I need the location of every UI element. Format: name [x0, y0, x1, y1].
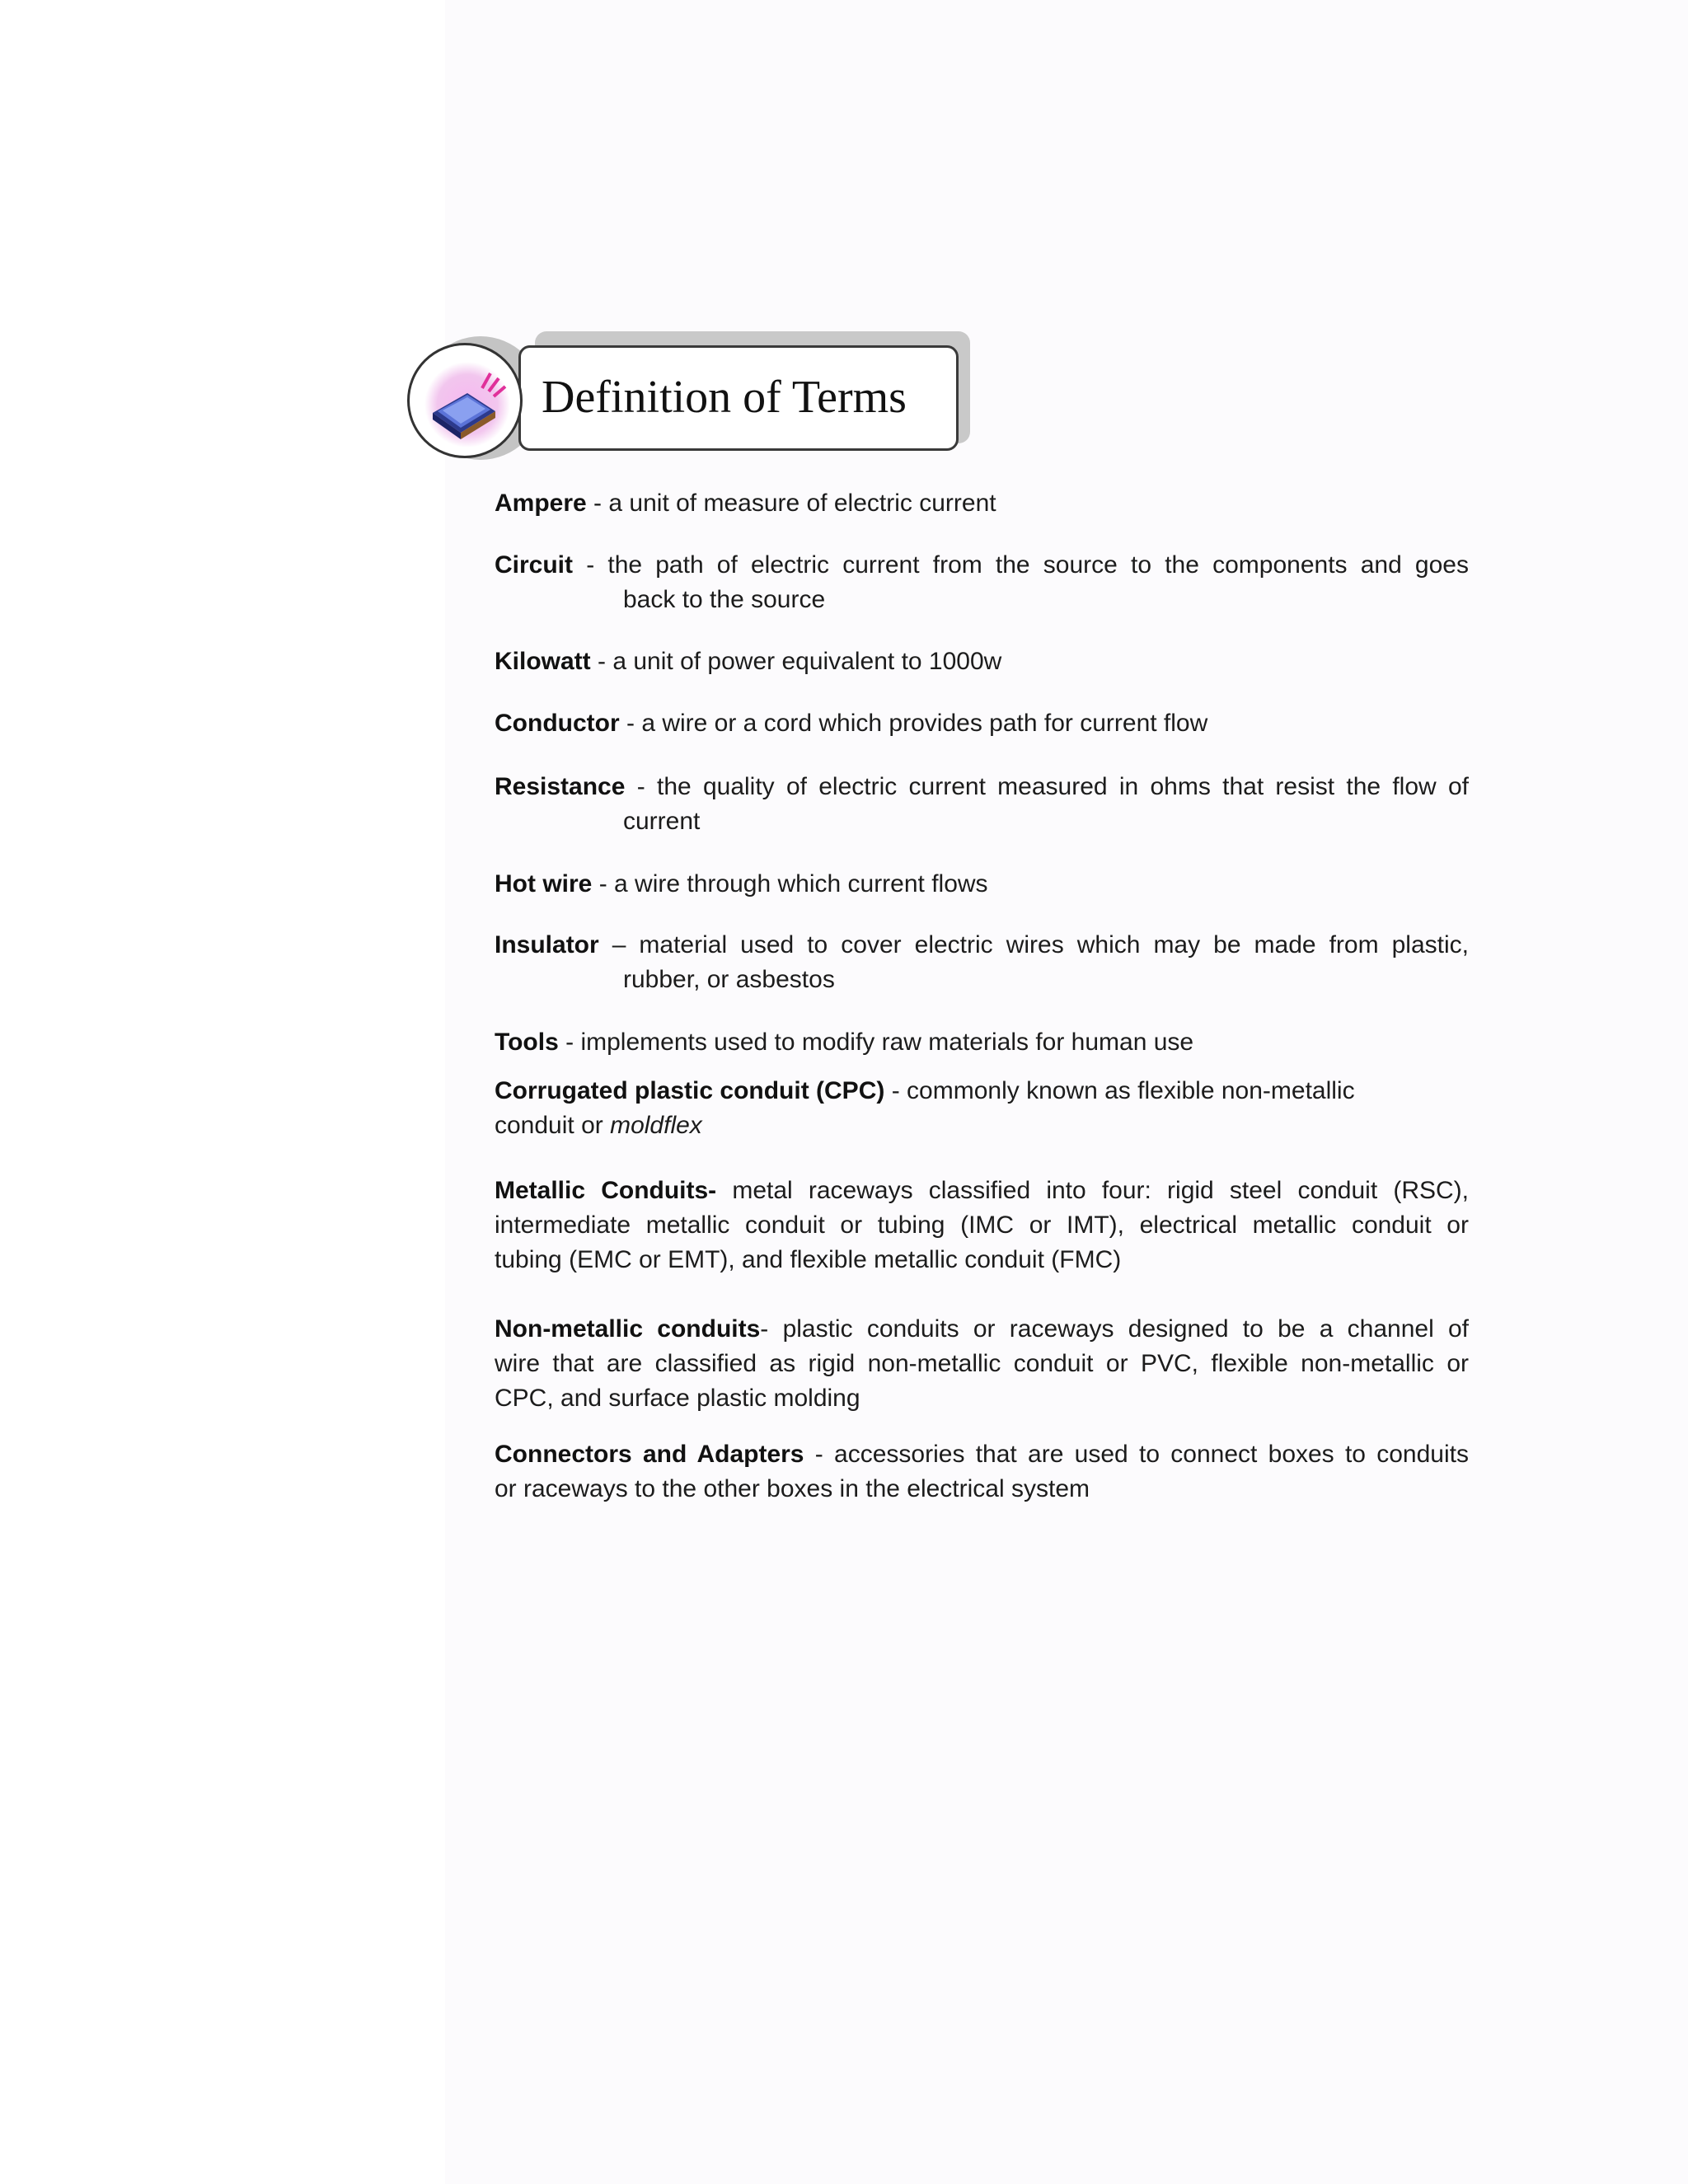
definition-text: commonly known as flexible non-metallic	[907, 1077, 1355, 1104]
definition-text-cont: CPC, and surface plastic molding	[495, 1385, 860, 1412]
term: Non-metallic conduits	[495, 1315, 761, 1343]
definition-ampere: Ampere - a unit of measure of electric current	[495, 490, 996, 517]
term: Metallic Conduits-	[495, 1177, 717, 1204]
definition-text: plastic conduits or raceways designed to be a channel of	[782, 1315, 1470, 1343]
term: Corrugated plastic conduit (CPC)	[495, 1077, 885, 1104]
definition-circuit: Circuit - the path of electric current from the source to the components and goes back to the source	[495, 548, 1469, 617]
definition-text-cont: back to the source	[623, 586, 826, 613]
definition-text: a wire or a cord which provides path for current flow	[641, 710, 1208, 737]
definition-cpc: Corrugated plastic conduit (CPC) - commonly known as flexible non-metallic conduit or moldflex	[495, 1077, 1355, 1139]
definition-text: the quality of electric current measured in ohms that resist the flow of	[656, 773, 1469, 800]
definition-text-cont: conduit or	[495, 1112, 611, 1139]
term: Insulator	[495, 931, 599, 958]
definition-text: metal raceways classified into four: rigid steel conduit (RSC),	[732, 1177, 1470, 1204]
book-icon	[407, 343, 523, 458]
definition-text-cont: intermediate metallic conduit or tubing (IMC or IMT), electrical metallic conduit or	[495, 1212, 1469, 1239]
definition-text-cont: tubing (EMC or EMT), and flexible metallic conduit (FMC)	[495, 1246, 1122, 1273]
definition-tools: Tools - implements used to modify raw materials for human use	[495, 1029, 1194, 1056]
definition-text-cont: rubber, or asbestos	[623, 966, 835, 993]
definition-text-cont: wire that are classified as rigid non-metallic conduit or PVC, flexible non-metallic or	[495, 1350, 1469, 1377]
definition-text-cont: or raceways to the other boxes in the electrical system	[495, 1475, 1090, 1502]
definition-hot-wire: Hot wire - a wire through which current flows	[495, 870, 988, 898]
definition-connectors-adapters: Connectors and Adapters - accessories that are used to connect boxes to conduits or raceways to the other boxes in the electrical system	[495, 1437, 1469, 1507]
term: Tools	[495, 1029, 559, 1056]
page-title: Definition of Terms	[542, 372, 907, 423]
definition-non-metallic-conduits: Non-metallic conduits- plastic conduits or raceways designed to be a channel of wire that are classified as rigid non-metallic conduit or PVC, flexible non-metallic or CPC, and surface plastic molding	[495, 1312, 1469, 1416]
definition-text-cont: current	[623, 808, 701, 835]
definition-text-emphasis: moldflex	[610, 1112, 702, 1139]
definition-text: implements used to modify raw materials for human use	[580, 1029, 1194, 1056]
term: Ampere	[495, 490, 587, 517]
term: Connectors and Adapters	[495, 1441, 804, 1468]
definition-text: a wire through which current flows	[614, 870, 988, 898]
definition-conductor: Conductor - a wire or a cord which provides path for current flow	[495, 710, 1208, 737]
term: Conductor	[495, 710, 620, 737]
term: Hot wire	[495, 870, 593, 898]
definition-resistance: Resistance - the quality of electric current measured in ohms that resist the flow of current	[495, 770, 1469, 839]
definition-kilowatt: Kilowatt - a unit of power equivalent to 1000w	[495, 648, 1002, 675]
definition-metallic-conduits	[495, 1174, 1469, 1277]
definition-text: material used to cover electric wires which may be made from plastic,	[639, 931, 1469, 958]
definition-text: a unit of power equivalent to 1000w	[612, 648, 1002, 675]
definition-insulator: Insulator – material used to cover electric wires which may be made from plastic, rubber, or asbestos	[495, 928, 1469, 997]
definition-text: the path of electric current from the source to the components and goes	[607, 551, 1469, 579]
term: Circuit	[495, 551, 574, 579]
definition-text: accessories that are used to connect boxes to conduits	[834, 1441, 1469, 1468]
section-header	[407, 328, 976, 460]
term: Kilowatt	[495, 648, 591, 675]
term: Resistance	[495, 773, 626, 800]
definition-text: a unit of measure of electric current	[608, 490, 996, 517]
